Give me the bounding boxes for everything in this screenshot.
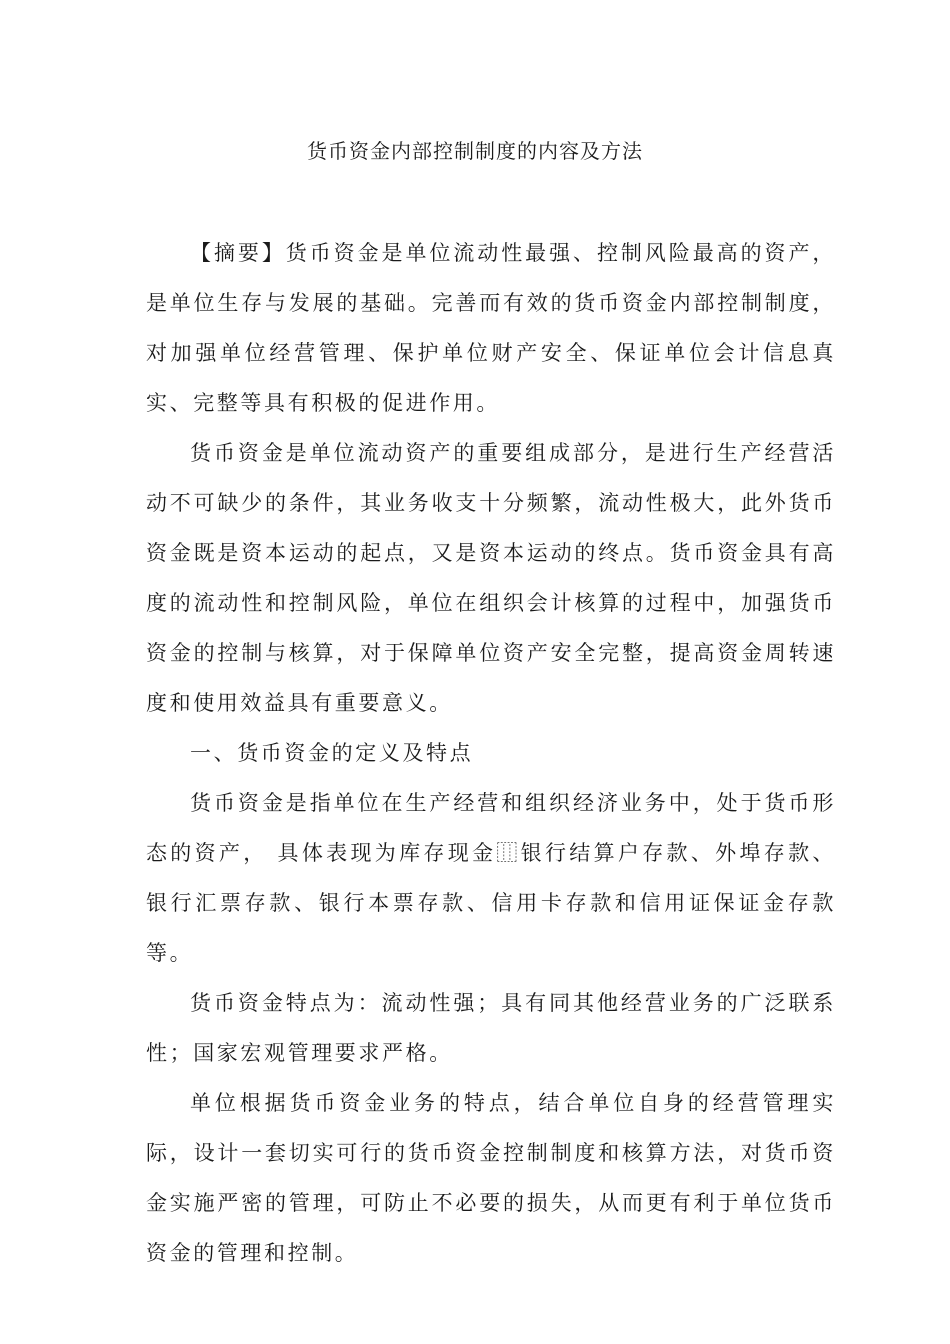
section-heading: 一、货币资金的定义及特点 xyxy=(190,741,474,765)
abstract-paragraph: 【摘要】货币资金是单位流动性最强、控制风险最高的资产，是单位生存与发展的基础。完善而有效的货币资金内部控制制度，对加强单位经营管理、保护单位财产安全、保证单位会计信息真实、完整等具有积极的促进作用。 xyxy=(146,241,836,415)
body-paragraph: 单位根据货币资金业务的特点，结合单位自身的经营管理实际，设计一套切实可行的货币资金控制制度和核算方法，对货币资金实施严密的管理，可防止不必要的损失，从而更有利于单位货币资金的管理和控制。 xyxy=(146,1091,836,1265)
body-paragraph: 货币资金特点为：流动性强；具有同其他经营业务的广泛联系性；国家宏观管理要求严格。 xyxy=(146,991,836,1065)
document-title: 货币资金内部控制制度的内容及方法 xyxy=(307,139,643,163)
body-paragraph: 货币资金是指单位在生产经营和组织经济业务中，处于货币形态的资产， 具体表现为库存现金⿲银行结算户存款、外埠存款、银行汇票存款、银行本票存款、信用卡存款和信用证保证金存款等。 xyxy=(146,791,836,965)
document-body xyxy=(146,228,836,1278)
body-paragraph: 货币资金是单位流动资产的重要组成部分，是进行生产经营活动不可缺少的条件，其业务收支十分频繁，流动性极大，此外货币资金既是资本运动的起点，又是资本运动的终点。货币资金具有高度的流动性和控制风险，单位在组织会计核算的过程中，加强货币资金的控制与核算，对于保障单位资产安全完整，提高资金周转速度和使用效益具有重要意义。 xyxy=(146,441,836,715)
